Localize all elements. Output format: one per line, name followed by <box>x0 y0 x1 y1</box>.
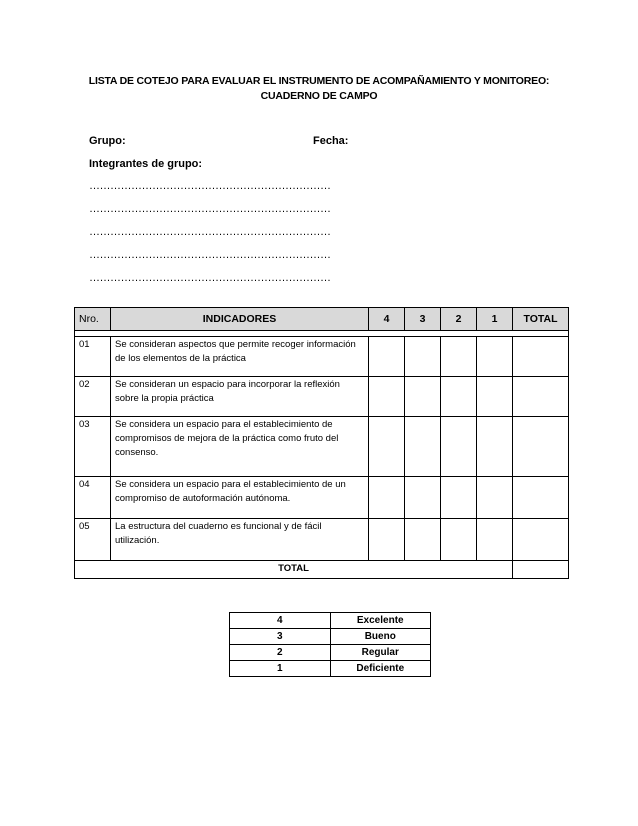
score-cell-4[interactable] <box>369 519 405 561</box>
grand-total-cell[interactable] <box>513 561 569 579</box>
row-nro: 03 <box>75 417 111 477</box>
row-nro: 02 <box>75 377 111 417</box>
score-cell-2[interactable] <box>441 477 477 519</box>
score-cell-4[interactable] <box>369 477 405 519</box>
scale-row <box>230 645 431 661</box>
scale-score: 1 <box>230 661 331 677</box>
score-cell-2[interactable] <box>441 417 477 477</box>
scale-label: Regular <box>330 645 431 661</box>
scale-label: Excelente <box>330 613 431 629</box>
scale-label: Bueno <box>330 629 431 645</box>
checklist-table <box>74 307 569 579</box>
row-nro: 01 <box>75 337 111 377</box>
title-line-2: CUADERNO DE CAMPO <box>260 90 378 102</box>
score-cell-4[interactable] <box>369 377 405 417</box>
table-row <box>75 337 569 377</box>
member-line-3: …………………………………………………………… <box>89 226 331 238</box>
score-cell-1[interactable] <box>477 519 513 561</box>
row-indicador: Se consideran aspectos que permite recoger información de los elementos de la práctica <box>111 337 369 377</box>
total-label: TOTAL <box>75 561 513 579</box>
header-4: 4 <box>369 308 405 331</box>
total-cell[interactable] <box>513 337 569 377</box>
row-indicador: Se considera un espacio para el establecimiento de un compromiso de autoformación autónoma. <box>111 477 369 519</box>
header-indicadores: INDICADORES <box>111 308 369 331</box>
rating-scale-table <box>229 612 431 677</box>
score-cell-3[interactable] <box>405 477 441 519</box>
score-cell-2[interactable] <box>441 337 477 377</box>
score-cell-3[interactable] <box>405 377 441 417</box>
score-cell-1[interactable] <box>477 337 513 377</box>
score-cell-1[interactable] <box>477 417 513 477</box>
row-indicador: Se considera un espacio para el establecimiento de compromisos de mejora de la práctica como fruto del consenso. <box>111 417 369 477</box>
score-cell-3[interactable] <box>405 337 441 377</box>
row-indicador: Se consideran un espacio para incorporar la reflexión sobre la propia práctica <box>111 377 369 417</box>
scale-row <box>230 613 431 629</box>
score-cell-3[interactable] <box>405 519 441 561</box>
scale-row <box>230 629 431 645</box>
header-1: 1 <box>477 308 513 331</box>
header-3: 3 <box>405 308 441 331</box>
total-cell[interactable] <box>513 377 569 417</box>
score-cell-1[interactable] <box>477 377 513 417</box>
header-nro: Nro. <box>75 308 111 331</box>
scale-score: 3 <box>230 629 331 645</box>
total-row <box>75 561 569 579</box>
row-nro: 05 <box>75 519 111 561</box>
score-cell-3[interactable] <box>405 417 441 477</box>
member-line-2: …………………………………………………………… <box>89 203 331 215</box>
table-row <box>75 417 569 477</box>
total-cell[interactable] <box>513 477 569 519</box>
score-cell-1[interactable] <box>477 477 513 519</box>
grupo-label: Grupo: <box>89 135 126 147</box>
integrantes-label: Integrantes de grupo: <box>89 158 203 170</box>
member-line-1: …………………………………………………………… <box>89 180 331 192</box>
scale-row <box>230 661 431 677</box>
row-indicador: La estructura del cuaderno es funcional y de fácil utilización. <box>111 519 369 561</box>
total-cell[interactable] <box>513 417 569 477</box>
document-title <box>80 74 558 104</box>
table-row <box>75 477 569 519</box>
scale-label: Deficiente <box>330 661 431 677</box>
score-cell-4[interactable] <box>369 417 405 477</box>
total-cell[interactable] <box>513 519 569 561</box>
score-cell-2[interactable] <box>441 519 477 561</box>
header-2: 2 <box>441 308 477 331</box>
member-line-4: …………………………………………………………… <box>89 249 331 261</box>
table-header-row <box>75 308 569 331</box>
header-total: TOTAL <box>513 308 569 331</box>
score-cell-4[interactable] <box>369 337 405 377</box>
score-cell-2[interactable] <box>441 377 477 417</box>
fecha-label: Fecha: <box>313 135 349 147</box>
scale-score: 2 <box>230 645 331 661</box>
title-line-1: LISTA DE COTEJO PARA EVALUAR EL INSTRUMENTO DE ACOMPAÑAMIENTO Y MONITOREO: <box>88 75 550 87</box>
member-line-5: …………………………………………………………… <box>89 272 331 284</box>
table-row <box>75 377 569 417</box>
scale-score: 4 <box>230 613 331 629</box>
table-row <box>75 519 569 561</box>
row-nro: 04 <box>75 477 111 519</box>
